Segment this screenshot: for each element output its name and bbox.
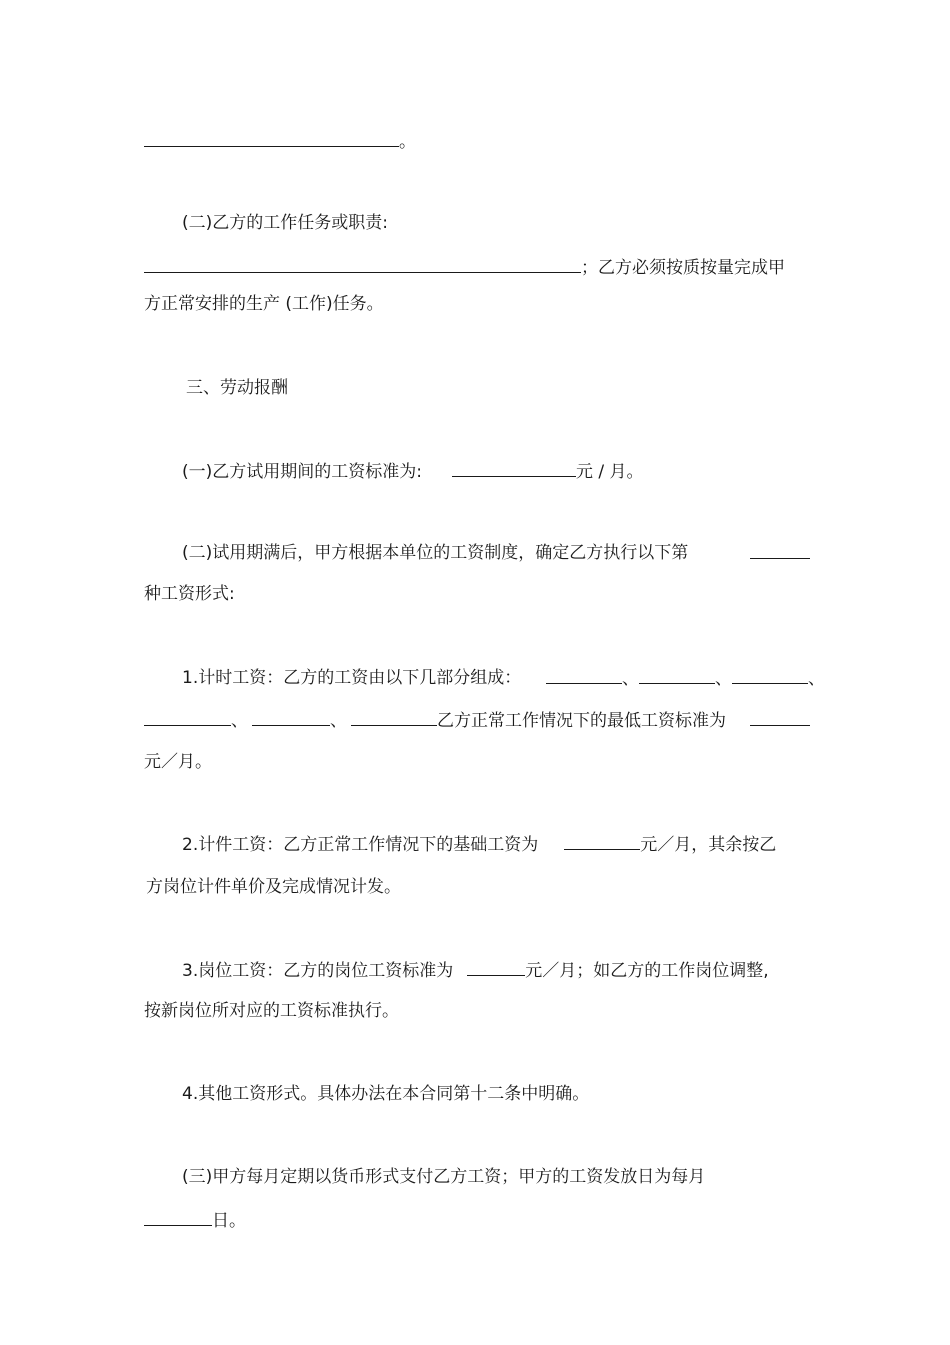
wage-component-blank <box>144 709 231 726</box>
piece-wage-line-2: 方岗位计件单价及完成情况计发。 <box>146 877 401 897</box>
section-heading-remuneration: 三、劳动报酬 <box>186 378 288 398</box>
wage-form-line-2: 种工资形式: <box>144 584 235 604</box>
fill-blank <box>144 130 399 147</box>
probation-wage-line <box>182 460 644 483</box>
time-wage-blanks <box>546 667 825 690</box>
wage-component-blank <box>252 709 330 726</box>
payday-blank <box>144 1209 212 1226</box>
duties-line-2: 方正常安排的生产 (工作)任务。 <box>144 294 384 314</box>
wage-form-line <box>182 542 688 564</box>
time-wage-line-2 <box>144 709 726 732</box>
separator: 、 <box>715 669 732 689</box>
probation-wage-unit: 元 / 月。 <box>576 462 644 482</box>
min-wage-blank-wrap <box>750 709 810 732</box>
piece-wage-blank <box>564 833 640 850</box>
min-wage-blank <box>750 709 810 726</box>
piece-wage-label: 2.计件工资：乙方正常工作情况下的基础工资为 <box>182 835 539 855</box>
duties-text: ；乙方必须按质按量完成甲 <box>581 258 785 278</box>
post-wage-line <box>182 959 769 982</box>
wage-component-blank <box>546 667 622 684</box>
wage-component-blank <box>351 709 437 726</box>
duties-line <box>144 256 785 279</box>
post-wage-suffix: 元／月；如乙方的工作岗位调整, <box>525 961 769 981</box>
piece-wage-suffix: 元／月，其余按乙 <box>640 835 777 855</box>
duties-blank <box>144 256 581 273</box>
separator: 、 <box>231 711 248 731</box>
duties-heading: (二)乙方的工作任务或职责: <box>182 213 388 233</box>
payday-unit: 日。 <box>212 1211 246 1231</box>
wage-form-blank-wrap <box>750 542 810 565</box>
wage-component-blank <box>639 667 715 684</box>
time-wage-label: 1.计时工资：乙方的工资由以下几部分组成： <box>182 668 522 688</box>
wage-component-blank <box>732 667 808 684</box>
other-wage-line: 4.其他工资形式。具体办法在本合同第十二条中明确。 <box>182 1084 590 1104</box>
period-mark: 。 <box>399 132 416 152</box>
separator: 、 <box>808 669 825 689</box>
payment-line-2 <box>144 1209 246 1232</box>
separator: 、 <box>330 711 347 731</box>
min-wage-label: 乙方正常工作情况下的最低工资标准为 <box>437 711 726 731</box>
payment-line: (三)甲方每月定期以货币形式支付乙方工资；甲方的工资发放日为每月 <box>182 1167 706 1187</box>
probation-wage-blank <box>452 460 576 477</box>
separator: 、 <box>622 669 639 689</box>
time-wage-line <box>182 667 521 689</box>
piece-wage-line <box>182 833 776 856</box>
post-wage-blank <box>467 959 525 976</box>
wage-form-blank <box>750 542 810 559</box>
continuation-line <box>144 130 416 153</box>
post-wage-line-2: 按新岗位所对应的工资标准执行。 <box>144 1001 399 1021</box>
post-wage-label: 3.岗位工资：乙方的岗位工资标准为 <box>182 961 454 981</box>
probation-wage-label: (一)乙方试用期间的工资标准为: <box>182 462 422 482</box>
min-wage-unit: 元／月。 <box>144 752 212 772</box>
wage-form-label: (二)试用期满后，甲方根据本单位的工资制度，确定乙方执行以下第 <box>182 543 689 563</box>
